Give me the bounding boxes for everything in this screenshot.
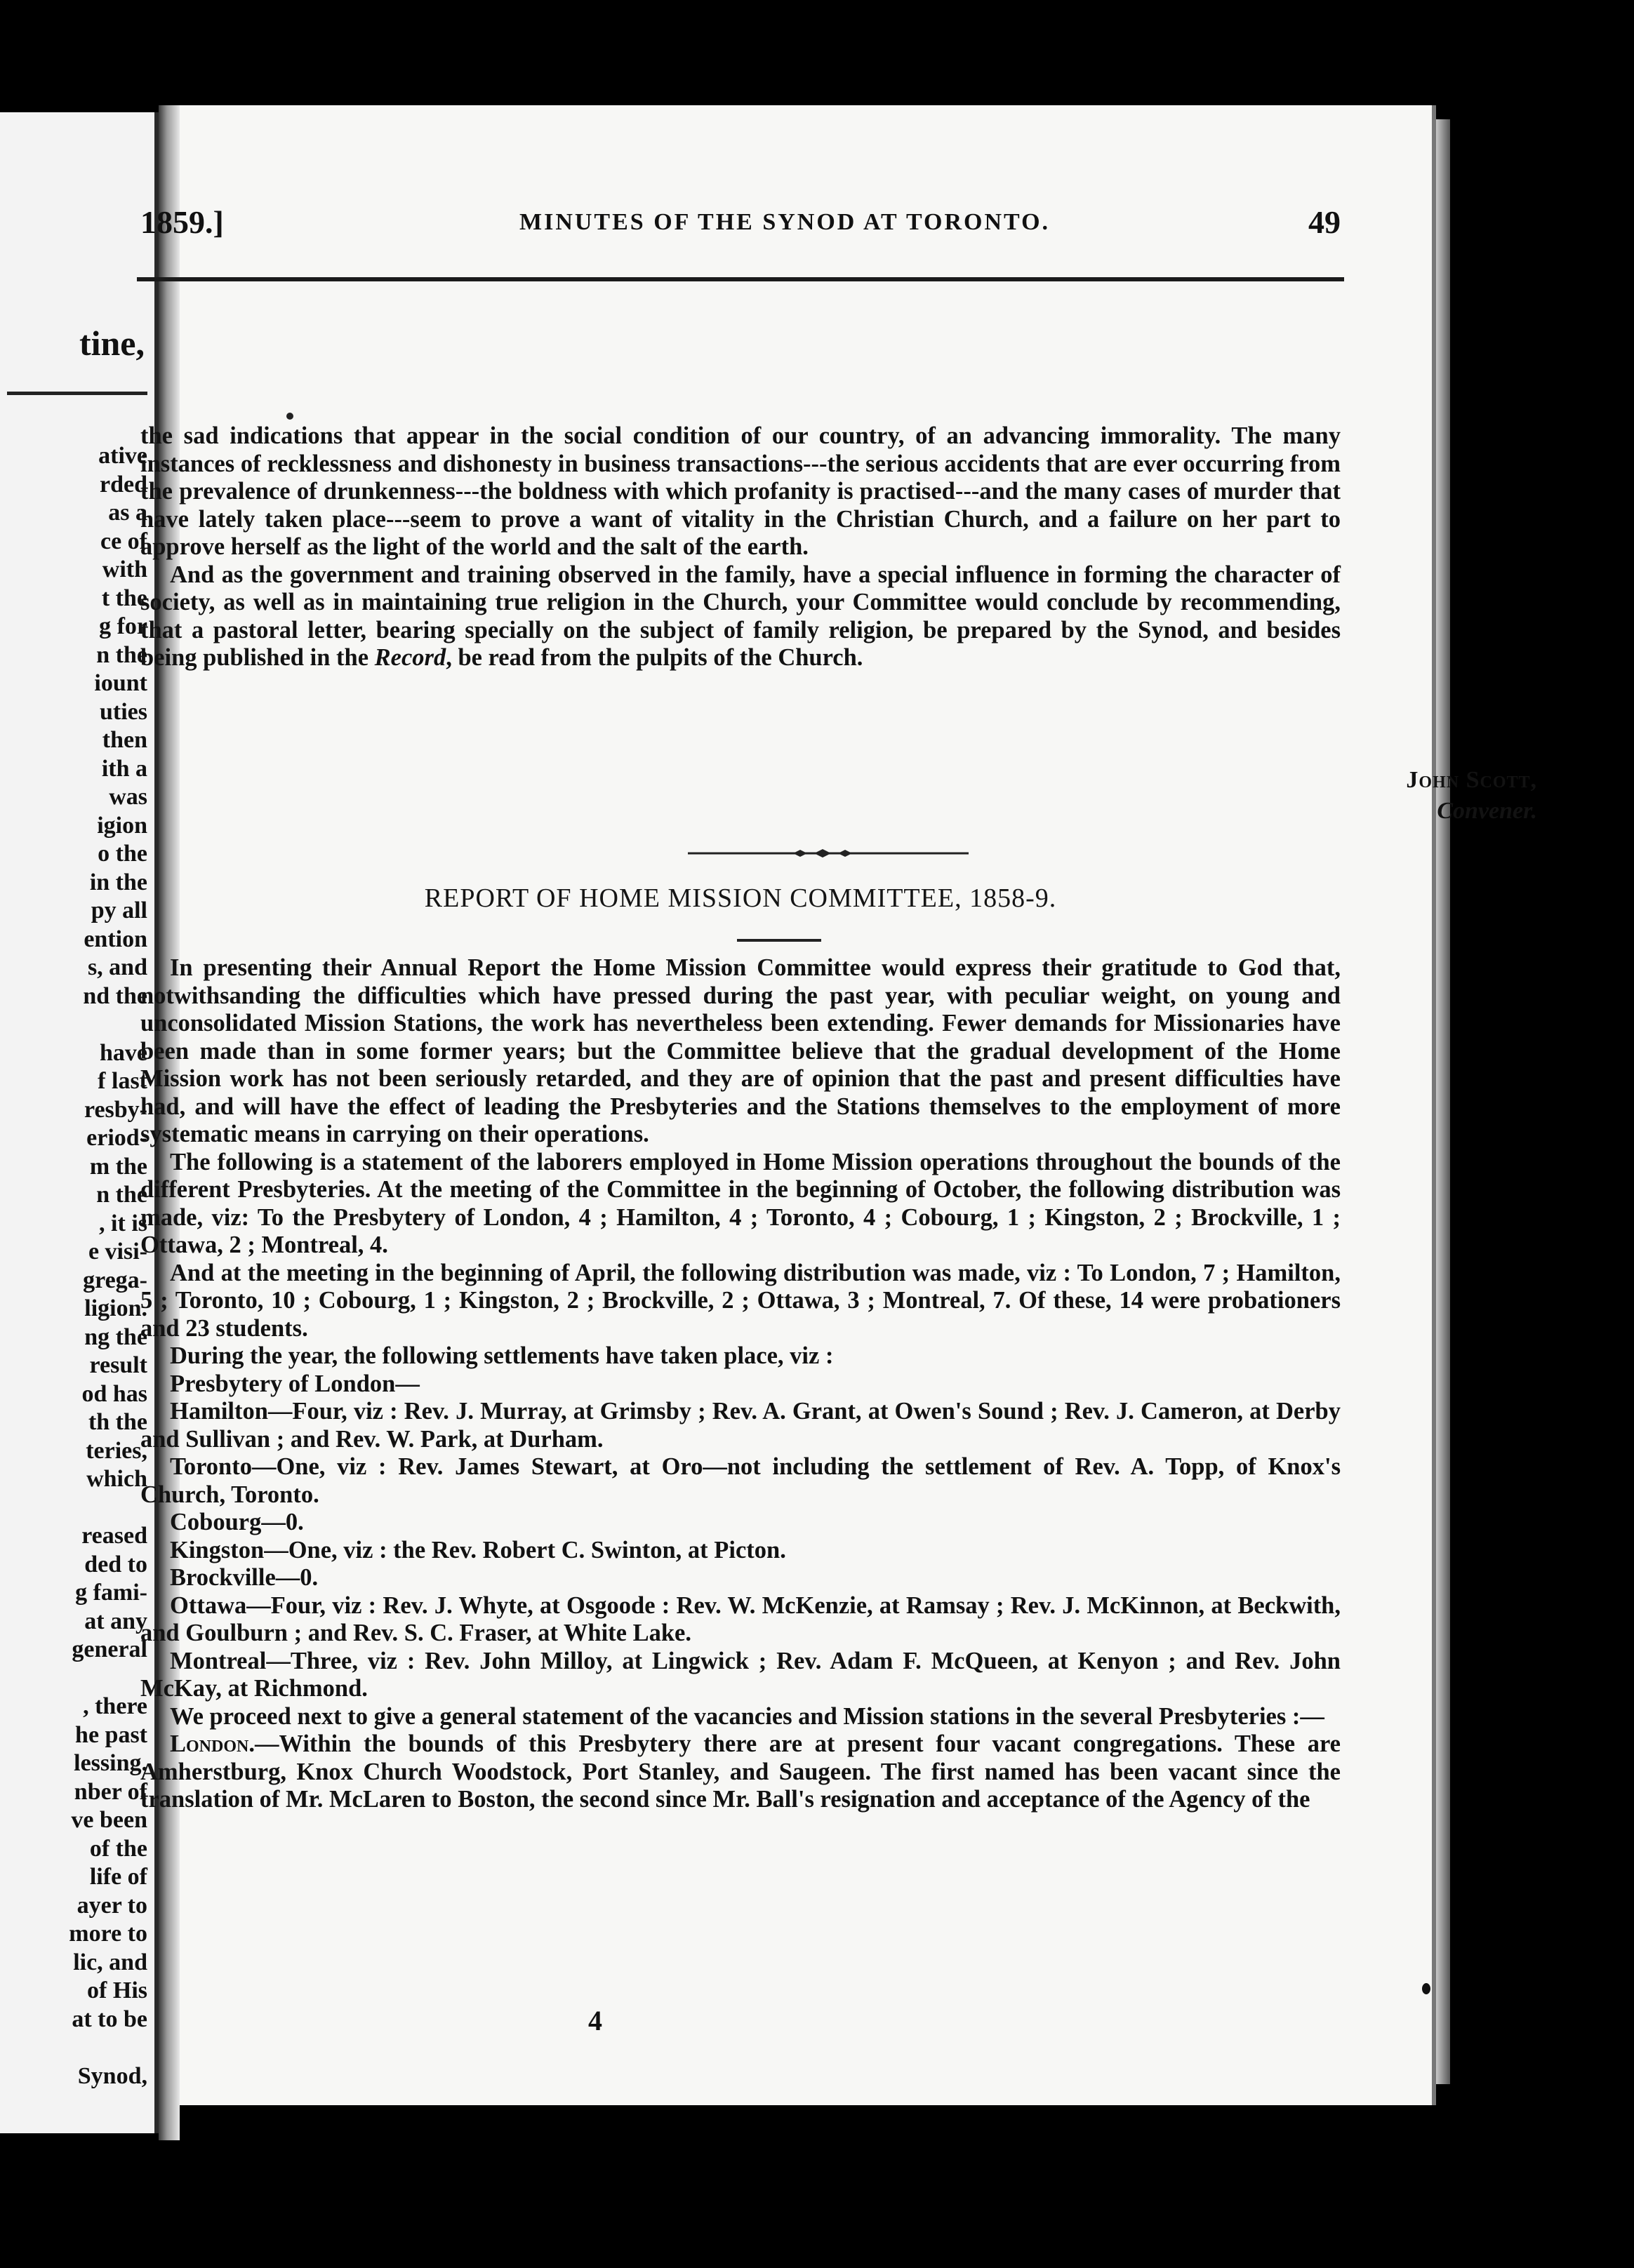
- left-page-line: he past: [75, 1721, 147, 1748]
- line-gap: [69, 2034, 147, 2062]
- paragraph: the sad indications that appear in the social condition of our country, of an advancing immorality. The many instances of recklessness and dishonesty in business transactions---the serious accidents that are ever occurring from the prevalence of drunkenness---the boldness with which profanity is practised---and the many cases of murder that have lately taken place---seem to prove a want of vitality in the Christian Church, and a failure on her part to approve herself as the light of the world and the salt of the earth.: [140, 422, 1341, 560]
- left-page-line: was: [109, 784, 147, 810]
- settlement-entry: Toronto—One, viz : Rev. James Stewart, at Oro—not including the settlement of Rev. A. Topp, of Knox's Church, Toronto.: [140, 1453, 1341, 1508]
- left-page-line: ce of: [100, 528, 147, 554]
- left-page-line: n the: [96, 1182, 147, 1208]
- left-page-line: teries,: [86, 1437, 147, 1464]
- running-head-year: 1859.]: [140, 204, 224, 240]
- left-page-line: ded to: [84, 1551, 147, 1577]
- settlement-entry: Cobourg—0.: [170, 1509, 304, 1535]
- left-page-line: at to be: [72, 2006, 147, 2032]
- left-page-header-fragment: tine,: [79, 323, 145, 363]
- left-page-line: more to: [69, 1921, 147, 1947]
- left-page-line: lessing.: [74, 1750, 147, 1776]
- left-page-line: od has: [81, 1380, 147, 1407]
- running-head: [140, 204, 1341, 253]
- left-page-line: eriod-: [86, 1125, 147, 1151]
- settlement-entry: Montreal—Three, viz : Rev. John Milloy, at Lingwick ; Rev. Adam F. McQueen, at Kenyon ; and Rev. John McKay, at Richmond.: [140, 1647, 1341, 1702]
- line-gap: [69, 1665, 147, 1693]
- left-page-line: nd the: [83, 982, 147, 1009]
- left-page-line: g fami-: [75, 1580, 147, 1606]
- paragraph: In presenting their Annual Report the Home Mission Committee would express their gratitude to God that, notwithsanding the difficulties which have pressed during the past year, with peculiar weight, on young and unconsolidated Mission Stations, the work has nevertheless been extending. Fewer demands for Missionaries have been made than in some former years; but the Committee believe that the gradual development of the Home Mission work has not been seriously retarded, and they are of opinion that the past and present difficulties have had, and will have the effect of leading the Presbyteries and the Stations themselves to the employment of more systematic means in carrying on their operations.: [140, 954, 1341, 1147]
- left-page-line: Synod,: [77, 2062, 147, 2089]
- left-page-line: result: [89, 1352, 147, 1378]
- left-page-line: general: [72, 1636, 147, 1662]
- left-page-line: igion: [97, 812, 147, 839]
- settlement-entry: Kingston—One, viz : the Rev. Robert C. Swinton, at Picton.: [170, 1536, 786, 1563]
- left-page-line: o the: [98, 841, 147, 867]
- left-page-line: nber of: [74, 1778, 147, 1805]
- left-page-line: m the: [89, 1153, 147, 1180]
- home-mission-report: [140, 954, 1341, 1814]
- running-head-title: MINUTES OF THE SYNOD AT TORONTO.: [519, 209, 1051, 235]
- left-page-line: iount: [94, 670, 147, 696]
- margin-mark: [1422, 1983, 1430, 1994]
- left-page-line: at any: [84, 1608, 147, 1634]
- left-page-line: life of: [89, 1864, 147, 1890]
- left-page-line: grega-: [83, 1267, 147, 1293]
- left-page-line: ith a: [101, 755, 147, 782]
- left-page-line: ve been: [71, 1807, 147, 1833]
- left-page-line: , it is: [99, 1210, 147, 1236]
- settlement-entry: Hamilton—Four, viz : Rev. J. Murray, at Grimsby ; Rev. A. Grant, at Owen's Sound ; Rev. J. Cameron, at Derby and Sullivan ; and Rev. W. Park, at Durham.: [140, 1398, 1341, 1453]
- left-page-line: as a: [108, 500, 147, 526]
- left-page-line: in the: [89, 869, 147, 895]
- left-page-line: with: [102, 556, 147, 582]
- left-page-line: which: [86, 1466, 147, 1492]
- committee-report-conclusion: [140, 422, 1341, 672]
- paragraph: And at the meeting in the beginning of April, the following distribution was made, viz : To London, 7 ; Hamilton, 5 ; Toronto, 10 ; Cobourg, 1 ; Kingston, 2 ; Brockville, 2 ; Ottawa, 3 ; Montreal, 7. Of these, 14 were probationers and 23 students.: [140, 1259, 1341, 1342]
- left-page-line: t the: [101, 585, 147, 611]
- page-number: 49: [1308, 204, 1341, 240]
- settlement-entry: Brockville—0.: [170, 1564, 319, 1591]
- section-divider-ornament: [688, 848, 969, 859]
- settlement-entry: Ottawa—Four, viz : Rev. J. Whyte, at Osgoode : Rev. W. McKenzie, at Ramsay ; Rev. J. McKinnon, at Beckwith, and Goulburn ; and Rev. S. C. Fraser, at White Lake.: [140, 1592, 1341, 1646]
- title-rule: [737, 939, 821, 942]
- left-page-line: then: [102, 727, 147, 753]
- left-page-line: th the: [88, 1409, 147, 1435]
- left-page-line: g for: [99, 613, 147, 639]
- left-page-line: , there: [83, 1693, 147, 1719]
- report-title: REPORT OF HOME MISSION COMMITTEE, 1858-9.: [424, 883, 1057, 913]
- left-page-line: ention: [84, 926, 147, 952]
- left-page-line: rded: [100, 471, 147, 498]
- line-gap: [69, 1010, 147, 1039]
- left-page-line: lic, and: [73, 1949, 147, 1975]
- left-page-line: ative: [98, 443, 147, 469]
- left-page-line: of the: [89, 1835, 147, 1862]
- signature-folio: 4: [588, 2005, 602, 2036]
- paragraph: During the year, the following settlements have taken place, viz :: [170, 1342, 834, 1369]
- header-rule: [137, 277, 1344, 281]
- left-page-line: have: [100, 1039, 147, 1066]
- paragraph: And as the government and training observed in the family, have a special influence in forming the character of society, as well as in maintaining true religion in the Church, your Committee would conclude by recommending, that a pastoral letter, bearing specially on the subject of family religion, be prepared by the Synod, and besides being published in the Record, be read from the pulpits of the Church.: [140, 561, 1341, 671]
- left-page-line: n the: [96, 641, 147, 668]
- paragraph: The following is a statement of the laborers employed in Home Mission operations throughout the bounds of the different Presbyteries. At the meeting of the Committee in the beginning of October, the following distribution was made, viz: To the Presbytery of London, 4 ; Hamilton, 4 ; Toronto, 4 ; Cobourg, 1 ; Kingston, 2 ; Brockville, 1 ; Ottawa, 2 ; Montreal, 4.: [140, 1148, 1341, 1258]
- presbytery-label: London.: [170, 1730, 255, 1757]
- page-edge-shadow: [1436, 119, 1450, 2084]
- left-page-line: of His: [87, 1977, 147, 2003]
- signatory-role: Convener.: [1437, 798, 1537, 824]
- signatory-name: John Scott,: [1406, 767, 1537, 793]
- left-page-line: uties: [100, 698, 147, 725]
- left-page-header-rule: [7, 392, 147, 395]
- left-page-line: ayer to: [77, 1892, 147, 1919]
- paragraph: Presbytery of London—: [170, 1370, 420, 1397]
- margin-mark: [286, 413, 293, 420]
- left-page-line: s, and: [87, 954, 147, 980]
- record-title: Record: [374, 644, 446, 671]
- left-page-line: e visi-: [88, 1239, 147, 1265]
- left-facing-page: [0, 112, 159, 2133]
- paragraph: London.—Within the bounds of this Presbytery there are at present four vacant congregations. These are Amherstburg, Knox Church Woodstock, Port Stanley, and Saugeen. The first named has been vacant since the translation of Mr. McLaren to Boston, the second since Mr. Ball's resignation and acceptance of the Agency of the: [140, 1730, 1341, 1813]
- paragraph: We proceed next to give a general statement of the vacancies and Mission stations in the several Presbyteries :—: [170, 1702, 1324, 1730]
- left-page-line: reased: [81, 1523, 147, 1549]
- left-page-line: resby-: [84, 1096, 147, 1123]
- left-page-line: f last: [98, 1068, 147, 1094]
- left-page-text-column: [69, 442, 147, 2090]
- signature-block: [1406, 765, 1537, 827]
- left-page-line: ng the: [84, 1323, 147, 1350]
- left-page-line: py all: [91, 898, 147, 923]
- line-gap: [69, 1494, 147, 1523]
- left-page-line: ligion.: [84, 1295, 147, 1321]
